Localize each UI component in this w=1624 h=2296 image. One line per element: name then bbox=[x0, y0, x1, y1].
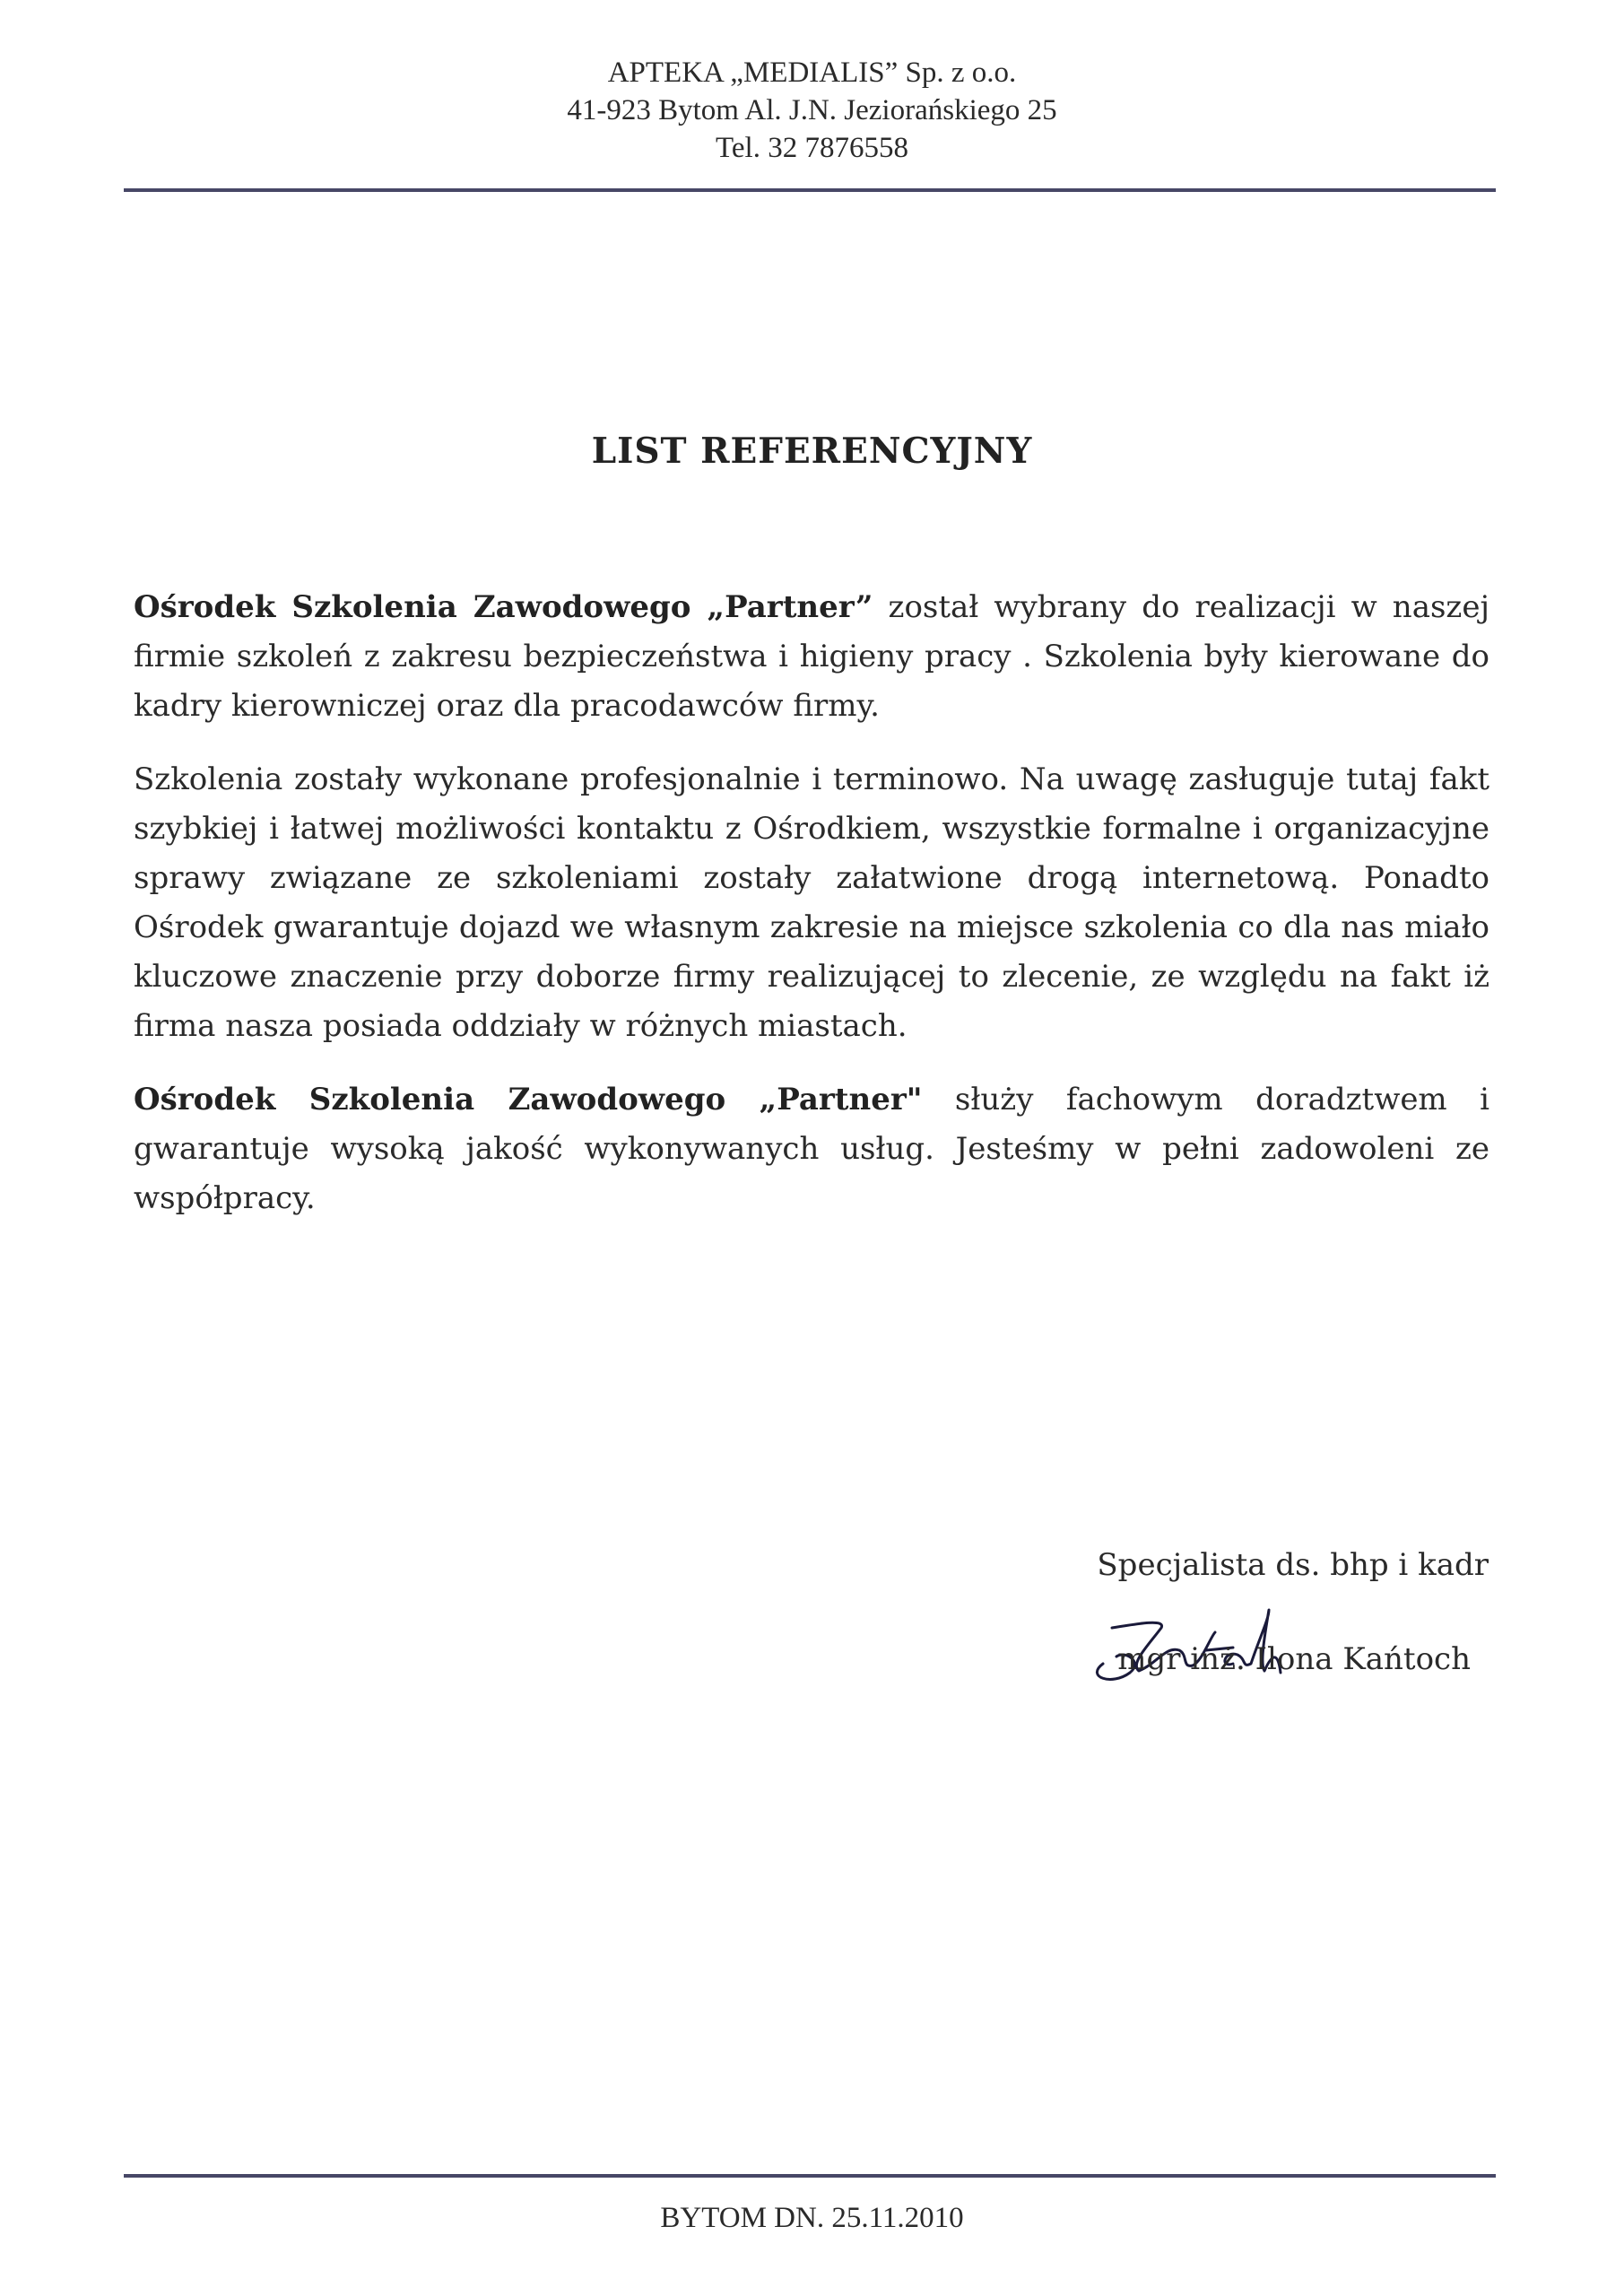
company-phone: Tel. 32 7876558 bbox=[716, 132, 908, 164]
paragraph-2-text: Szkolenia zostały wykonane profesjonalnie i terminowo. Na uwagę zasługuje tutaj fakt szybkiej i łatwej możliwości kontaktu z Ośrodkiem, wszystkie formalne i organizacyjne sprawy związane ze szkoleniami zostały załatwione drogą internetową. Ponadto Ośrodek gwarantuje dojazd we własnym zakresie na miejsce szkolenia co dla nas miało kluczowe znaczenie przy doborze firmy realizującej to zlecenie, ze względu na fakt iż firma nasza posiada oddziały w różnych miastach. bbox=[134, 761, 1489, 1044]
footer-divider bbox=[124, 2174, 1496, 2178]
paragraph-3-text: służy fachowym doradztwem i gwarantuje wysoką jakość wykonywanych usług. Jesteśmy w pełni zadowoleni ze współpracy. bbox=[134, 1082, 1489, 1216]
paragraph-2 bbox=[134, 755, 1489, 1051]
paragraph-1 bbox=[134, 583, 1489, 731]
paragraph-1-lead: Ośrodek Szkolenia Zawodowego „Partner” bbox=[134, 589, 873, 625]
paragraph-3-lead: Ośrodek Szkolenia Zawodowego „Partner" bbox=[134, 1082, 923, 1118]
signatory-role: Specjalista ds. bhp i kadr bbox=[1097, 1547, 1489, 1583]
company-address: 41-923 Bytom Al. J.N. Jeziorańskiego 25 bbox=[567, 94, 1057, 126]
paragraph-3 bbox=[134, 1075, 1489, 1223]
paragraph-1-text: został wybrany do realizacji w naszej firmie szkoleń z zakresu bezpieczeństwa i higieny pracy . Szkolenia były kierowane do kadry kierowniczej oraz dla pracodawców firmy. bbox=[134, 589, 1489, 724]
letter-body bbox=[134, 583, 1489, 1248]
document-title: LIST REFERENCYJNY bbox=[591, 430, 1033, 472]
date-line: BYTOM DN. 25.11.2010 bbox=[660, 2202, 964, 2234]
header-divider bbox=[124, 188, 1496, 192]
signatory-name: mgr inż. Ilona Kańtoch bbox=[1117, 1641, 1471, 1677]
company-name: APTEKA „MEDIALIS” Sp. z o.o. bbox=[607, 57, 1017, 89]
letterhead bbox=[0, 54, 1624, 167]
